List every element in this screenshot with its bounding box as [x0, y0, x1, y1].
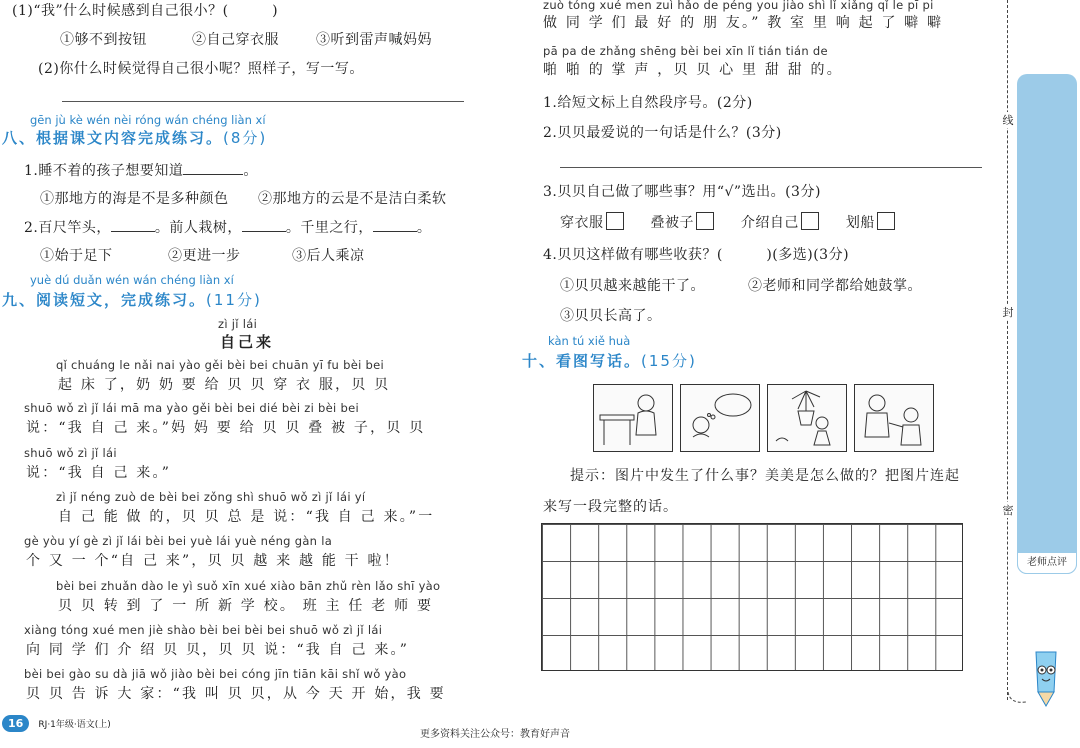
s8-q1-blank[interactable]	[183, 162, 243, 175]
story-pinyin-line: bèi bei zhuǎn dào le yì suǒ xīn xué xiào bān zhǔ rèn lǎo shī yào	[56, 579, 441, 593]
book-label: RJ·1年级·语文(上)	[38, 720, 111, 730]
section10-title: 十、看图写话。	[522, 352, 642, 370]
binding-char-1: 线	[1002, 114, 1014, 127]
s8-q2-part-d: 。	[416, 220, 432, 236]
right-top-pinyin-2: pā pa de zhǎng shēng bèi bei xīn lǐ tián tián de	[543, 44, 828, 58]
story-text-line: 向 同 学 们 介 绍 贝 贝，贝 贝 说：“我 自 己 来。”	[26, 642, 410, 658]
binding-char-3: 密	[1002, 504, 1014, 517]
story-text-line: 自 己 能 做 的，贝 贝 总 是 说：“我 自 己 来。”一	[58, 509, 435, 525]
story-text-line: 说：“我 自 己 来。”	[26, 465, 172, 481]
writing-grid[interactable]	[541, 523, 963, 671]
story-title-pinyin: zì jǐ lái	[218, 317, 258, 331]
s8-q2-part-c: 。千里之行，	[285, 220, 373, 236]
r-q3: 3.贝贝自己做了哪些事？用“√”选出。(3分)	[543, 184, 821, 200]
story-pinyin-line: bèi bei gào su dà jiā wǒ jiào bèi bei cóng jīn tiān kāi shǐ wǒ yào	[24, 667, 407, 681]
story-text-line: 起 床 了，奶 奶 要 给 贝 贝 穿 衣 服，贝 贝	[58, 377, 391, 393]
section8-title: 八、根据课文内容完成练习。	[2, 129, 224, 147]
binding-char-2: 封	[1002, 306, 1014, 319]
story-pinyin-line: xiàng tóng xué men jiè shào bèi bei bèi bei shuō wǒ zì jǐ lái	[24, 623, 383, 637]
story-title: 自己来	[220, 333, 275, 351]
r-q4-option-1: ①贝贝越来越能干了。	[560, 278, 705, 294]
section9-title: 九、阅读短文，完成练习。	[2, 291, 207, 309]
dashed-curl-decoration	[1006, 690, 1030, 708]
writing-hint-1: 提示：图片中发生了什么事？美美是怎么做的？把图片连起	[570, 468, 960, 484]
r-q3-option-1	[560, 215, 624, 231]
girl-at-desk-illustration	[594, 385, 671, 450]
s8-q2-option-1: ①始于足下	[40, 248, 113, 264]
section10-pinyin: kàn tú xiě huà	[548, 334, 631, 348]
r-q4-option-3: ③贝贝长高了。	[560, 308, 662, 324]
s8-q2-blank-1[interactable]	[111, 219, 155, 232]
section9-pinyin: yuè dú duǎn wén wán chéng liàn xí	[30, 273, 234, 287]
r-q3-option-1-label: 穿衣服	[560, 215, 604, 231]
r-q3-option-2-label: 叠被子	[650, 215, 694, 231]
picture-1	[593, 384, 673, 452]
s8-q2-part-a: 2.百尺竿头，	[24, 220, 111, 236]
story-text-line: 贝 贝 告 诉 大 家：“我 叫 贝 贝，从 今 天 开 始，我 要	[26, 686, 446, 702]
s8-q1-end: 。	[243, 163, 258, 179]
binding-dashed-line	[1007, 0, 1008, 700]
r-q3-option-4	[846, 215, 895, 231]
picture-2	[680, 384, 760, 452]
q7-option-3: ③听到雷声喊妈妈	[316, 32, 432, 48]
q7-option-2: ②自己穿衣服	[192, 32, 279, 48]
s8-q1-option-2: ②那地方的云是不是洁白柔软	[258, 191, 447, 207]
story-pinyin-line: gè yòu yí gè zì jǐ lái bèi bei yuè lái yuè néng gàn la	[24, 534, 333, 548]
picture-3	[767, 384, 847, 452]
checkbox[interactable]	[696, 212, 714, 230]
page-footer	[2, 712, 111, 732]
girl-and-grandpa-illustration	[855, 385, 932, 450]
story-text-line: 说：“我 自 己 来。”妈 妈 要 给 贝 贝 叠 被 子，贝 贝	[26, 420, 426, 436]
section10-score: (15分)	[641, 352, 697, 370]
s8-q1-option-1: ①那地方的海是不是多种颜色	[40, 191, 229, 207]
right-top-text-2: 啪 啪 的 掌 声 ，贝 贝 心 里 甜 甜 的。	[543, 62, 843, 78]
page-number: 16	[2, 715, 29, 732]
bottom-note: 更多资料关注公众号：教育好声音	[420, 729, 570, 740]
story-pinyin-line: zì jǐ néng zuò de bèi bei zǒng shì shuō wǒ zì jǐ lái yí	[56, 490, 366, 504]
r-q4: 4.贝贝这样做有哪些收获？( )(多选)(3分)	[543, 247, 850, 263]
teacher-comment-panel	[1017, 74, 1077, 574]
q7-sub1: (1)“我”什么时候感到自己很小？( )	[12, 3, 279, 19]
s8-q2-blank-3[interactable]	[373, 219, 417, 232]
q7-sub2: (2)你什么时候觉得自己很小呢？照样子，写一写。	[38, 61, 364, 77]
story-pinyin-line: shuō wǒ zì jǐ lái	[24, 446, 117, 460]
r-q3-options	[560, 212, 895, 232]
r-q2: 2.贝贝最爱说的一句话是什么？(3分)	[543, 125, 782, 141]
s8-q2	[24, 217, 431, 237]
s8-q2-blank-2[interactable]	[242, 219, 286, 232]
s8-q2-option-3: ③后人乘凉	[292, 248, 365, 264]
r-q3-option-2	[650, 215, 714, 231]
s8-q2-part-b: 。前人栽树，	[154, 220, 242, 236]
checkbox[interactable]	[801, 212, 819, 230]
section10-heading	[522, 350, 697, 371]
section8-heading	[2, 127, 267, 148]
right-top-text-1: 做 同 学 们 最 好 的 朋 友。” 教 室 里 响 起 了 噼 噼	[543, 15, 944, 31]
section9-score: (11分)	[206, 291, 262, 309]
r-q3-option-4-label: 划船	[845, 215, 875, 231]
picture-4	[854, 384, 934, 452]
q7-option-1: ①够不到按钮	[60, 32, 147, 48]
section9-heading	[2, 289, 262, 310]
section8-score: (8分)	[223, 129, 268, 147]
answer-line[interactable]	[62, 101, 464, 102]
r-q4-option-2: ②老师和同学都给她鼓掌。	[748, 278, 922, 294]
r-q1: 1.给短文标上自然段序号。(2分)	[543, 95, 753, 111]
s8-q1-text: 1.睡不着的孩子想要知道	[24, 163, 184, 179]
checkbox[interactable]	[606, 212, 624, 230]
story-pinyin-line: shuō wǒ zì jǐ lái mā ma yào gěi bèi bei dié bèi zi bèi bei	[24, 401, 359, 415]
right-top-pinyin-1: zuò tóng xué men zuì hǎo de péng you jiào shì lǐ xiǎng qǐ le pī pi	[543, 0, 934, 12]
girl-with-plant-illustration	[768, 385, 845, 450]
writing-hint-2: 来写一段完整的话。	[543, 499, 678, 515]
story-text-line: 贝 贝 转 到 了 一 所 新 学 校。 班 主 任 老 师 要	[58, 598, 434, 614]
r-q3-option-3	[741, 215, 819, 231]
teacher-comment-label: 老师点评	[1017, 552, 1077, 574]
checkbox[interactable]	[877, 212, 895, 230]
thinking-girl-illustration	[681, 385, 758, 450]
story-pinyin-line: qǐ chuáng le nǎi nai yào gěi bèi bei chuān yī fu bèi bei	[56, 358, 384, 372]
story-text-line: 个 又 一 个“自 己 来”，贝 贝 越 来 越 能 干 啦！	[26, 553, 400, 569]
s8-q1	[24, 160, 258, 180]
r-q2-answer-line[interactable]	[560, 167, 982, 168]
r-q3-option-3-label: 介绍自己	[740, 215, 799, 231]
s8-q2-option-2: ②更进一步	[168, 248, 241, 264]
section8-pinyin: gēn jù kè wén nèi róng wán chéng liàn xí	[30, 113, 266, 127]
